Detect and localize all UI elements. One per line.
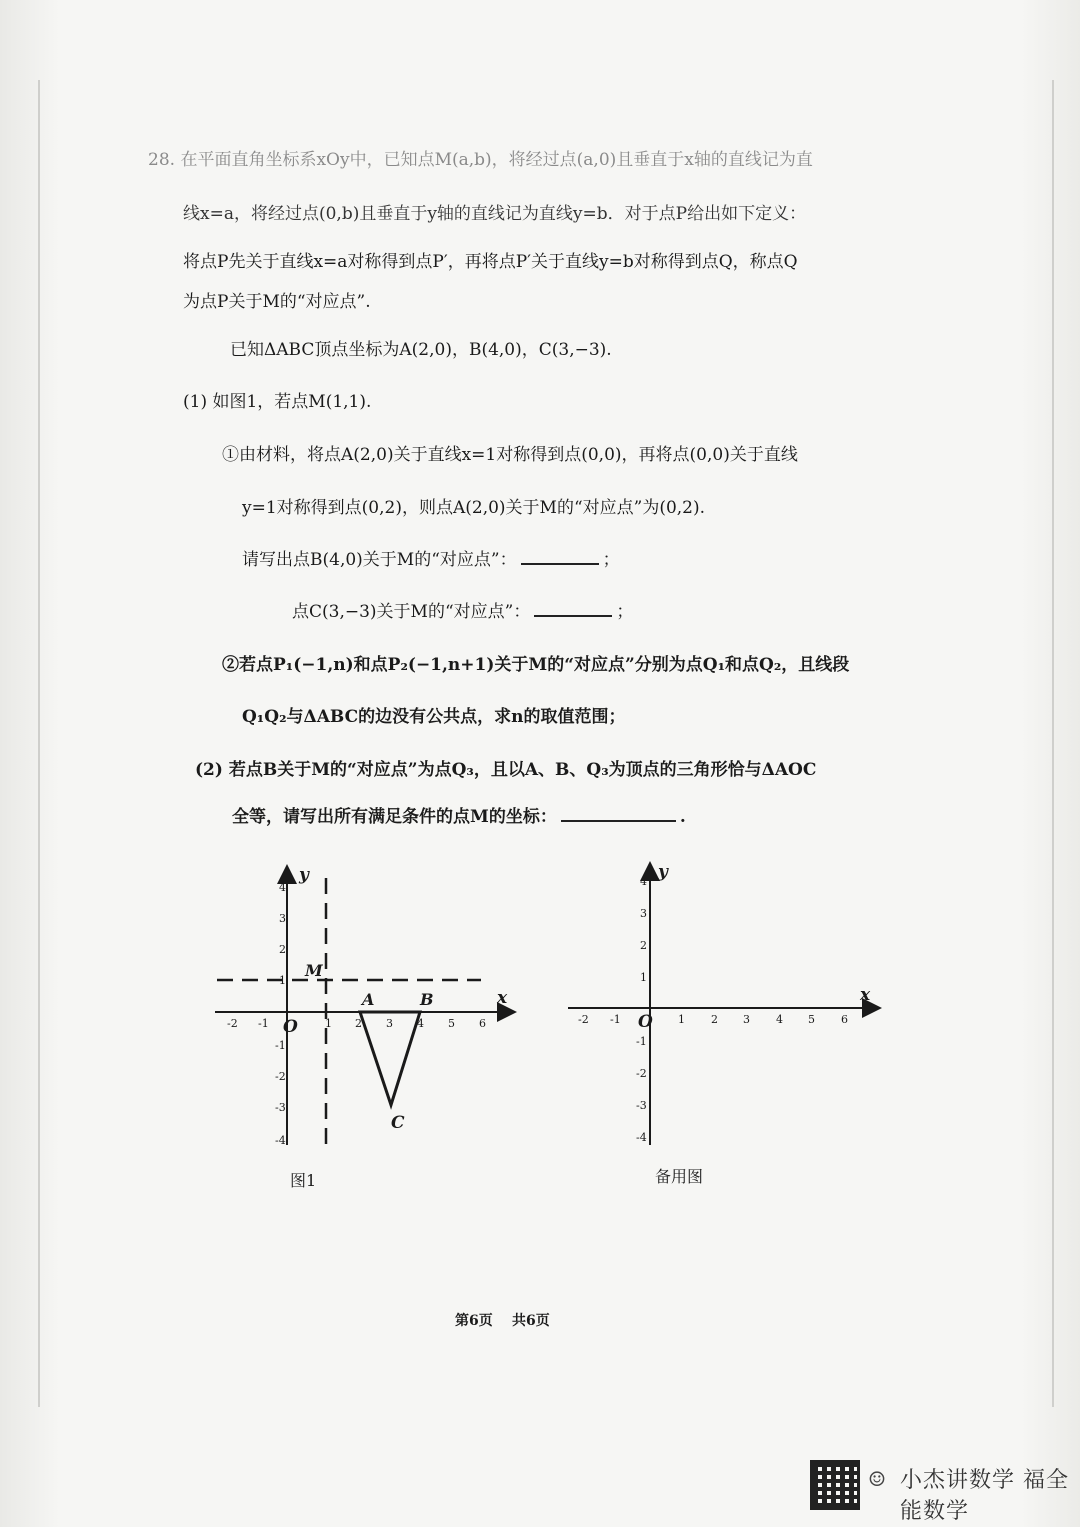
- x-tick-label: 3: [743, 1013, 750, 1026]
- x-tick-label: 1: [678, 1013, 685, 1026]
- y-tick-label: -3: [275, 1101, 286, 1114]
- figure-2-caption: 备用图: [655, 1167, 704, 1186]
- intro-line-1: 28. 在平面直角坐标系xOy中，已知点M(a,b)，将经过点(a,0)且垂直于x轴的直线记为直: [148, 150, 813, 170]
- footer-total-pages: 共6页: [512, 1313, 550, 1329]
- x-tick-labels: [227, 1017, 486, 1030]
- y-tick-label: -4: [636, 1131, 647, 1144]
- scan-edge-left: [38, 80, 40, 1407]
- x-axis-label: x: [860, 985, 871, 1005]
- x-tick-label: -1: [610, 1013, 621, 1026]
- sub2-line-2: Q₁Q₂与ΔABC的边没有公共点，求n的取值范围；: [242, 707, 626, 727]
- y-axis-label: y: [658, 862, 668, 882]
- y-tick-label: 1: [640, 971, 647, 984]
- y-tick-label: -2: [636, 1067, 647, 1080]
- figure-1-caption: 图1: [290, 1171, 317, 1190]
- watermark-text: 小杰讲数学 福全能数学: [900, 1468, 1069, 1524]
- point-label-c: C: [391, 1113, 405, 1133]
- answer-blank-b[interactable]: [521, 549, 599, 565]
- point-label-a: A: [362, 990, 375, 1009]
- intro-line-2: 线x=a，将经过点(0,b)且垂直于y轴的直线记为直线y=b．对于点P给出如下定义：: [183, 204, 807, 224]
- x-tick-label: 4: [776, 1013, 783, 1026]
- x-tick-label: -2: [578, 1013, 589, 1026]
- x-tick-label: 6: [841, 1013, 848, 1026]
- wechat-icon: ☺: [868, 1467, 886, 1491]
- part2-line-2: [232, 805, 686, 829]
- x-tick-labels: [578, 1013, 848, 1026]
- point-label-b: B: [420, 990, 434, 1009]
- question-b: [242, 548, 620, 572]
- answer-blank-c[interactable]: [534, 601, 612, 617]
- x-tick-label: 2: [711, 1013, 718, 1026]
- semicolon: ；: [602, 550, 620, 570]
- part2-line-1: (2) 若点B关于M的“对应点”为点Q₃，且以A、B、Q₃为顶点的三角形恰与ΔAOC: [195, 760, 817, 780]
- sub1-line-2: y=1对称得到点(0,2)，则点A(2,0)关于M的“对应点”为(0,2).: [242, 498, 706, 518]
- footer-page-number: 第6页: [455, 1313, 493, 1329]
- y-tick-label: 3: [640, 907, 647, 920]
- y-tick-label: -3: [636, 1099, 647, 1112]
- sub2-line-1: ②若点P₁(−1,n)和点P₂(−1,n+1)关于M的“对应点”分别为点Q₁和点Q₂，且线段: [222, 655, 850, 675]
- figure-1: [205, 860, 525, 1160]
- y-tick-label: 4: [640, 875, 647, 888]
- semicolon: ；: [616, 602, 634, 622]
- part2-line-2-text: 全等，请写出所有满足条件的点M的坐标：: [232, 807, 557, 827]
- period: .: [679, 807, 686, 827]
- question-c-text: 点C(3,−3)关于M的“对应点”：: [292, 602, 531, 622]
- x-tick-label: 5: [448, 1017, 455, 1030]
- sub1-line-1: ①由材料，将点A(2,0)关于直线x=1对称得到点(0,0)，再将点(0,0)关于直线: [222, 445, 798, 465]
- y-axis-label: y: [299, 865, 309, 885]
- intro-line-4: 为点P关于M的“对应点”.: [183, 292, 371, 312]
- y-tick-label: -2: [275, 1070, 286, 1083]
- x-tick-label: 5: [808, 1013, 815, 1026]
- intro-line-3: 将点P先关于直线x=a对称得到点P′，再将点P′关于直线y=b对称得到点Q，称点Q: [183, 252, 798, 272]
- x-tick-label: 6: [479, 1017, 486, 1030]
- y-tick-label: 2: [279, 943, 286, 956]
- scan-edge-right: [1052, 80, 1054, 1407]
- answer-blank-m[interactable]: [561, 806, 676, 822]
- y-tick-label: -4: [275, 1134, 286, 1147]
- question-c: [292, 600, 633, 624]
- y-tick-label: -1: [275, 1039, 286, 1052]
- figure-2-spare: [560, 855, 890, 1155]
- x-tick-label: -1: [258, 1017, 269, 1030]
- origin-label: O: [283, 1017, 298, 1037]
- y-tick-label: 1: [279, 974, 286, 987]
- origin-label: O: [638, 1012, 653, 1032]
- y-tick-labels: [636, 875, 647, 1144]
- part1-title: (1) 如图1，若点M(1,1).: [183, 392, 372, 412]
- question-b-text: 请写出点B(4,0)关于M的“对应点”：: [242, 550, 517, 570]
- x-tick-label: -2: [227, 1017, 238, 1030]
- qr-code: [810, 1460, 860, 1510]
- y-tick-label: 3: [279, 912, 286, 925]
- x-tick-label: 2: [355, 1017, 362, 1030]
- y-tick-label: -1: [636, 1035, 647, 1048]
- x-tick-label: 4: [417, 1017, 424, 1030]
- x-tick-label: 3: [386, 1017, 393, 1030]
- point-label-m: M: [305, 961, 323, 980]
- x-tick-label: 1: [325, 1017, 332, 1030]
- y-tick-label: 2: [640, 939, 647, 952]
- y-tick-label: 4: [279, 881, 286, 894]
- y-tick-labels: [275, 881, 286, 1147]
- given-line: 已知ΔABC顶点坐标为A(2,0)，B(4,0)，C(3,−3).: [230, 340, 612, 360]
- x-axis-label: x: [497, 988, 508, 1008]
